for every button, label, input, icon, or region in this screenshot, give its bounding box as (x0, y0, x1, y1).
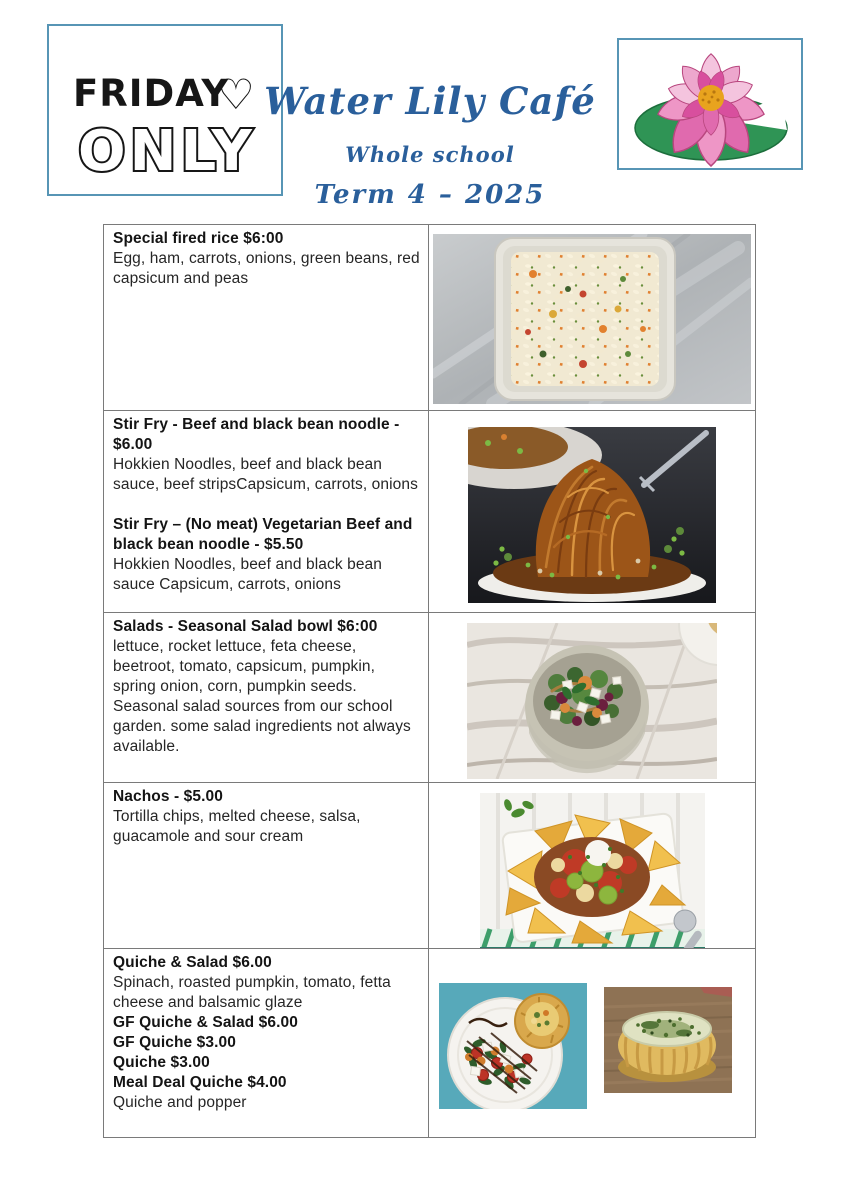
item-name: Stir Fry - Beef and black bean noodle - $6.00 (113, 416, 400, 453)
menu-row-stirfry-text (104, 411, 429, 613)
badge-friday-text: FRIDAY (73, 72, 230, 115)
item-name: Nachos - $5.00 (113, 788, 223, 805)
item-option: GF Quiche & Salad $6.00 (113, 1014, 298, 1031)
water-lily-icon (619, 40, 801, 168)
item-description: Hokkien Noodles, beef and black bean sauce Capsicum, carrots, onions (113, 556, 382, 593)
fried-rice-photo (433, 234, 751, 404)
item-option: GF Quiche $3.00 (113, 1034, 236, 1051)
item-note: Quiche and popper (113, 1094, 247, 1111)
menu-row-salad-text (104, 613, 429, 783)
nachos-photo (480, 793, 705, 949)
menu-row-quiche-images (429, 949, 755, 1137)
menu-row-nachos-text (104, 783, 429, 949)
menu-row-stirfry-image (429, 411, 755, 613)
item-description: lettuce, rocket lettuce, feta cheese, beetroot, tomato, capsicum, pumpkin, spring onion, corn, pumpkin seeds. Seasonal salad sources from our school garden. some salad ingredients not always available. (113, 638, 411, 755)
menu-row-salad-image (429, 613, 755, 783)
page-term: Term 4 – 2025 (314, 179, 546, 210)
item-description: Tortilla chips, melted cheese, salsa, guacamole and sour cream (113, 808, 361, 845)
item-name: Stir Fry – (No meat) Vegetarian Beef and black bean noodle - $5.50 (113, 516, 413, 553)
menu-row-fried-rice-image (429, 225, 755, 411)
badge-only-text: ONLY (78, 119, 256, 184)
item-description: Egg, ham, carrots, onions, green beans, red capsicum and peas (113, 250, 420, 287)
item-option: Meal Deal Quiche $4.00 (113, 1074, 287, 1091)
item-option: Quiche $3.00 (113, 1054, 210, 1071)
quiche-and-salad-plate-photo (439, 983, 587, 1109)
seasonal-salad-photo (467, 623, 717, 779)
menu-table (103, 224, 756, 1138)
spinach-quiche-photo (604, 987, 732, 1093)
item-name: Quiche & Salad $6.00 (113, 954, 272, 971)
heart-icon: ♡ (217, 70, 255, 119)
water-lily-logo (617, 38, 803, 170)
menu-row-fried-rice-text (104, 225, 429, 411)
page-subtitle: Whole school (345, 141, 515, 167)
blank-line (113, 495, 420, 515)
menu-row-nachos-image (429, 783, 755, 949)
item-name: Salads - Seasonal Salad bowl $6:00 (113, 618, 378, 635)
page-title: Water Lily Café (264, 79, 596, 123)
item-name: Special fired rice $6:00 (113, 230, 284, 247)
beef-noodle-stirfry-photo (468, 427, 716, 603)
item-description: Hokkien Noodles, beef and black bean sauce, beef stripsCapsicum, carrots, onions (113, 456, 418, 493)
friday-only-art (49, 26, 281, 194)
header-titles (248, 79, 612, 210)
menu-row-quiche-text (104, 949, 429, 1137)
item-description: Spinach, roasted pumpkin, tomato, fetta cheese and balsamic glaze (113, 974, 391, 1011)
